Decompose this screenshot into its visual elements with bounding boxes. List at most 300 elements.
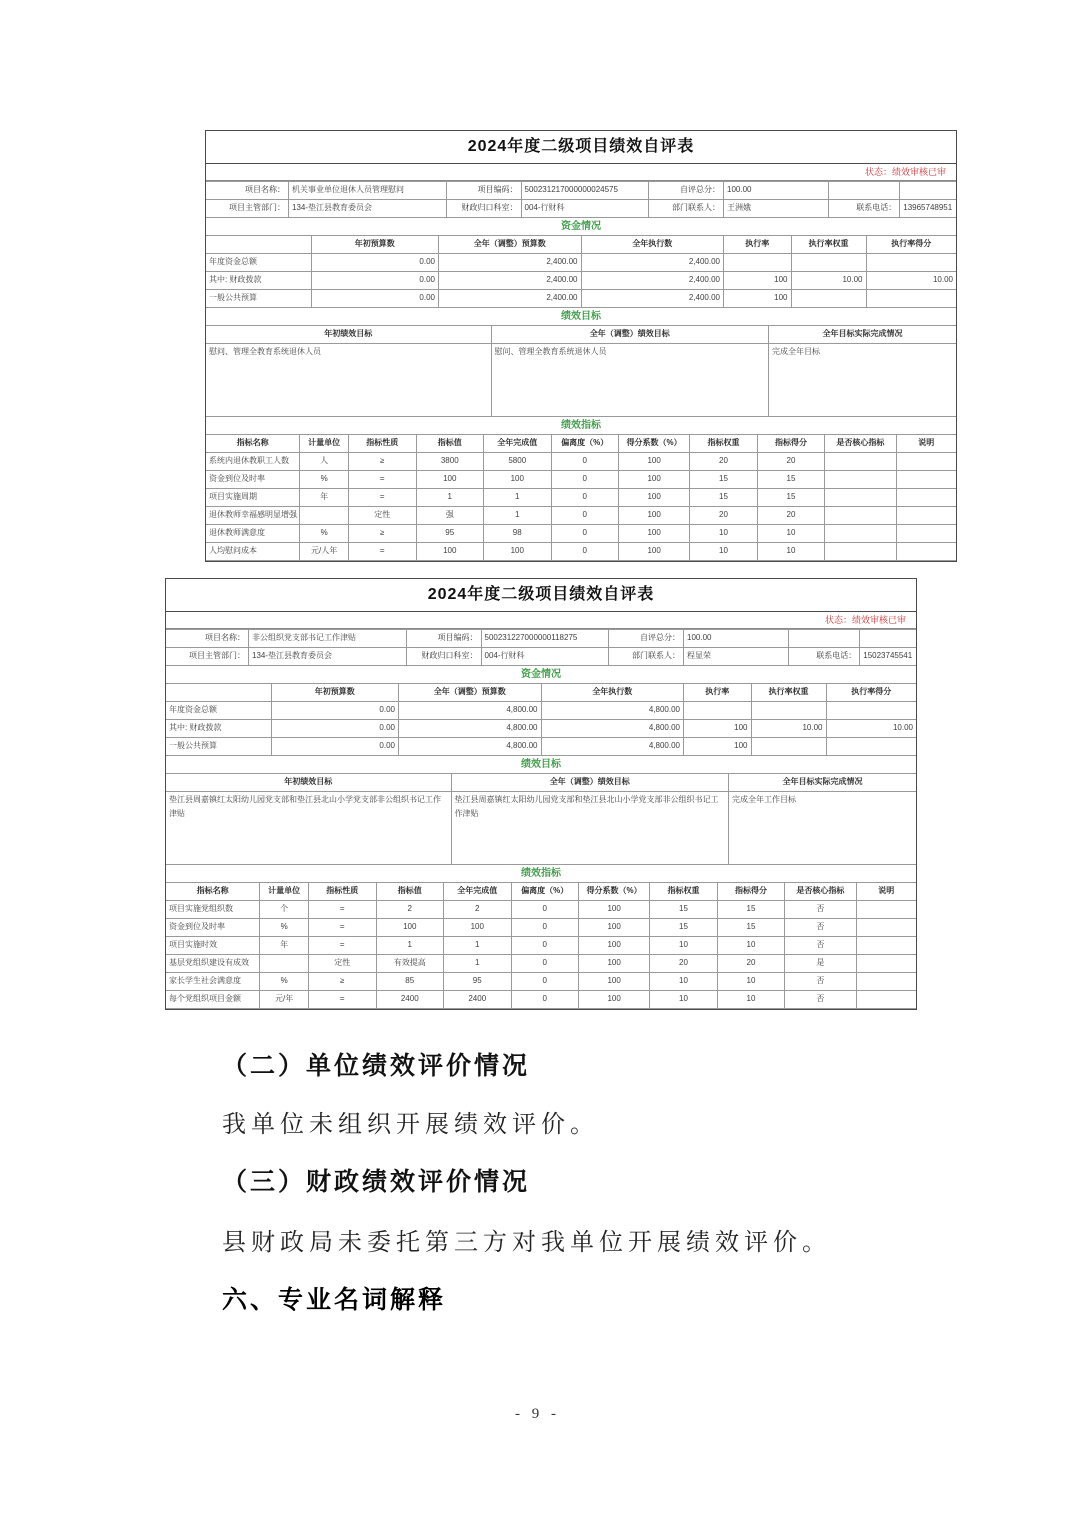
funding-header-cell: 执行率 bbox=[724, 236, 792, 254]
funding-exec-weight bbox=[751, 738, 826, 756]
office-label: 财政归口科室： bbox=[406, 648, 481, 666]
indicators-table bbox=[206, 434, 956, 561]
indicator-unit bbox=[300, 507, 349, 525]
indicator-deviation: 0 bbox=[551, 543, 619, 561]
indicators-header-cell: 指标值 bbox=[376, 883, 444, 901]
goals-header-cell: 年初绩效目标 bbox=[206, 326, 491, 344]
paragraph-fiscal-evaluation: 县财政局未委托第三方对我单位开展绩效评价。 bbox=[222, 1230, 831, 1256]
self-score-label: 自评总分： bbox=[649, 182, 724, 200]
indicator-nature: = bbox=[349, 489, 417, 507]
indicator-target: 强 bbox=[416, 507, 484, 525]
funding-executed: 2,400.00 bbox=[581, 272, 724, 290]
phone-label: 联系电话： bbox=[829, 200, 900, 218]
indicator-coefficient: 100 bbox=[619, 525, 690, 543]
indicator-nature: ≥ bbox=[309, 973, 377, 991]
funding-exec-score bbox=[866, 290, 956, 308]
funding-exec-score bbox=[826, 702, 916, 720]
goals-header-cell: 全年目标实际完成情况 bbox=[769, 326, 957, 344]
indicators-header-cell: 指标性质 bbox=[349, 435, 417, 453]
office-label: 财政归口科室： bbox=[446, 200, 521, 218]
indicators-header-cell: 指标得分 bbox=[717, 883, 785, 901]
indicators-header-cell: 指标权重 bbox=[690, 435, 758, 453]
indicator-row bbox=[166, 901, 916, 919]
funding-executed: 4,800.00 bbox=[541, 738, 684, 756]
indicator-row bbox=[206, 453, 956, 471]
section-title-indicators: 绩效指标 bbox=[561, 420, 601, 431]
indicators-header-cell: 得分系数（%） bbox=[579, 883, 650, 901]
funding-header-cell: 执行率得分 bbox=[826, 684, 916, 702]
goal-text-cell: 垫江县周嘉镇红太阳幼儿园党支部和垫江县北山小学党支部非公组织书记工作津贴 bbox=[166, 792, 451, 865]
indicator-weight: 10 bbox=[650, 937, 718, 955]
funding-exec-score: 10.00 bbox=[866, 272, 956, 290]
funding-row-label: 其中: 财政拨款 bbox=[166, 720, 271, 738]
project-info-table bbox=[206, 181, 956, 218]
indicators-header-row bbox=[166, 883, 916, 901]
indicator-score: 10 bbox=[717, 973, 785, 991]
indicator-coefficient: 100 bbox=[579, 991, 650, 1009]
indicator-name: 家长学生社会满意度 bbox=[166, 973, 260, 991]
indicator-deviation: 0 bbox=[511, 955, 579, 973]
project-name-value: 非公组织党支部书记工作津贴 bbox=[249, 630, 407, 648]
indicator-actual: 1 bbox=[484, 507, 552, 525]
indicator-note bbox=[896, 525, 956, 543]
indicator-weight: 10 bbox=[650, 991, 718, 1009]
indicator-nature: = bbox=[349, 471, 417, 489]
indicator-deviation: 0 bbox=[551, 525, 619, 543]
indicator-deviation: 0 bbox=[551, 489, 619, 507]
funding-exec-weight bbox=[791, 254, 866, 272]
indicator-name: 资金到位及时率 bbox=[166, 919, 260, 937]
indicator-deviation: 0 bbox=[511, 901, 579, 919]
indicator-unit: 人 bbox=[300, 453, 349, 471]
self-eval-table bbox=[205, 130, 957, 562]
funding-header-row bbox=[166, 684, 916, 702]
section-title-indicators: 绩效指标 bbox=[521, 868, 561, 879]
indicators-header-cell: 是否核心指标 bbox=[785, 883, 856, 901]
heading-terms-explanation: 六、专业名词解释 bbox=[222, 1286, 447, 1314]
info-row bbox=[166, 648, 916, 666]
goals-header-cell: 全年（调整）绩效目标 bbox=[451, 774, 729, 792]
goals-table bbox=[206, 325, 956, 417]
funding-row bbox=[166, 738, 916, 756]
indicator-row bbox=[166, 937, 916, 955]
indicators-header-cell: 偏离度（%） bbox=[551, 435, 619, 453]
funding-header-cell: 全年（调整）预算数 bbox=[439, 236, 582, 254]
indicators-header-cell: 说明 bbox=[896, 435, 956, 453]
indicator-score: 10 bbox=[757, 525, 825, 543]
goals-content-row bbox=[166, 792, 916, 865]
indicator-name: 项目实施时效 bbox=[166, 937, 260, 955]
funding-exec-rate bbox=[684, 702, 752, 720]
funding-executed: 4,800.00 bbox=[541, 720, 684, 738]
funding-header-cell: 全年执行数 bbox=[581, 236, 724, 254]
indicator-is-core: 否 bbox=[785, 937, 856, 955]
indicator-row bbox=[206, 543, 956, 561]
funding-executed: 4,800.00 bbox=[541, 702, 684, 720]
goal-text-cell: 完成全年目标 bbox=[769, 344, 957, 417]
indicator-weight: 15 bbox=[650, 919, 718, 937]
indicators-header-cell: 计量单位 bbox=[260, 883, 309, 901]
indicator-note bbox=[896, 507, 956, 525]
indicator-target: 2 bbox=[376, 901, 444, 919]
indicators-header-cell: 指标权重 bbox=[650, 883, 718, 901]
indicator-nature: 定性 bbox=[309, 955, 377, 973]
indicator-target: 100 bbox=[416, 471, 484, 489]
funding-adjusted-budget: 2,400.00 bbox=[439, 290, 582, 308]
indicator-name: 资金到位及时率 bbox=[206, 471, 300, 489]
indicator-target: 100 bbox=[416, 543, 484, 561]
indicator-actual: 5800 bbox=[484, 453, 552, 471]
indicator-name: 项目实施党组织数 bbox=[166, 901, 260, 919]
heading-unit-evaluation: （二）单位绩效评价情况 bbox=[222, 1053, 531, 1080]
funding-exec-rate bbox=[724, 254, 792, 272]
funding-initial-budget: 0.00 bbox=[311, 290, 439, 308]
indicator-is-core bbox=[825, 453, 896, 471]
funding-adjusted-budget: 4,800.00 bbox=[399, 720, 542, 738]
contact-value: 程显荣 bbox=[684, 648, 789, 666]
indicator-row bbox=[206, 489, 956, 507]
contact-label: 部门联系人： bbox=[649, 200, 724, 218]
goal-text-cell: 慰问、管理全教育系统退休人员 bbox=[491, 344, 769, 417]
funding-exec-weight bbox=[791, 290, 866, 308]
funding-row-label: 年度资金总额 bbox=[206, 254, 311, 272]
indicator-target: 1 bbox=[376, 937, 444, 955]
funding-header-cell bbox=[166, 684, 271, 702]
indicator-weight: 10 bbox=[650, 973, 718, 991]
indicator-actual: 100 bbox=[444, 919, 512, 937]
indicator-deviation: 0 bbox=[551, 507, 619, 525]
indicator-score: 20 bbox=[757, 453, 825, 471]
table-title: 2024年度二级项目绩效自评表 bbox=[206, 131, 956, 164]
indicator-score: 15 bbox=[757, 489, 825, 507]
project-code-value: 500231227000000118275 bbox=[481, 630, 609, 648]
indicator-weight: 15 bbox=[650, 901, 718, 919]
funding-row bbox=[166, 720, 916, 738]
indicator-row bbox=[166, 973, 916, 991]
office-value: 004-行财科 bbox=[521, 200, 649, 218]
status-text: 状态：绩效审核已审 bbox=[206, 164, 956, 181]
indicator-deviation: 0 bbox=[551, 471, 619, 489]
funding-header-row bbox=[206, 236, 956, 254]
indicator-score: 10 bbox=[717, 991, 785, 1009]
funding-row-label: 其中: 财政拨款 bbox=[206, 272, 311, 290]
indicators-header-row bbox=[206, 435, 956, 453]
indicator-target: 3800 bbox=[416, 453, 484, 471]
funding-adjusted-budget: 2,400.00 bbox=[439, 254, 582, 272]
indicators-header-cell: 说明 bbox=[856, 883, 916, 901]
funding-header-cell: 执行率 bbox=[684, 684, 752, 702]
empty-cell bbox=[829, 182, 900, 200]
project-name-value: 机关事业单位退休人员管理慰问 bbox=[289, 182, 447, 200]
indicator-note bbox=[856, 937, 916, 955]
indicator-note bbox=[856, 901, 916, 919]
goals-header-cell: 年初绩效目标 bbox=[166, 774, 451, 792]
indicator-score: 15 bbox=[717, 919, 785, 937]
indicators-header-cell: 指标值 bbox=[416, 435, 484, 453]
funding-exec-weight: 10.00 bbox=[791, 272, 866, 290]
phone-label: 联系电话： bbox=[789, 648, 860, 666]
contact-value: 王洲娥 bbox=[724, 200, 829, 218]
indicator-deviation: 0 bbox=[511, 937, 579, 955]
indicator-nature: ≥ bbox=[349, 453, 417, 471]
indicator-actual: 2 bbox=[444, 901, 512, 919]
phone-value: 15023745541 bbox=[860, 648, 916, 666]
empty-cell bbox=[860, 630, 916, 648]
goal-text-cell: 完成全年工作目标 bbox=[729, 792, 917, 865]
funding-adjusted-budget: 2,400.00 bbox=[439, 272, 582, 290]
indicator-coefficient: 100 bbox=[619, 543, 690, 561]
indicators-header-cell: 得分系数（%） bbox=[619, 435, 690, 453]
indicator-weight: 10 bbox=[690, 543, 758, 561]
dept-label: 项目主管部门： bbox=[206, 200, 289, 218]
indicator-nature: = bbox=[309, 991, 377, 1009]
goals-header-row bbox=[166, 774, 916, 792]
indicator-is-core: 否 bbox=[785, 991, 856, 1009]
indicator-nature: = bbox=[309, 937, 377, 955]
page-number: - 9 - bbox=[515, 1406, 560, 1422]
self-eval-table bbox=[165, 578, 917, 1010]
funding-row bbox=[206, 290, 956, 308]
indicator-note bbox=[896, 453, 956, 471]
indicator-is-core bbox=[825, 525, 896, 543]
funding-initial-budget: 0.00 bbox=[271, 720, 399, 738]
indicator-actual: 2400 bbox=[444, 991, 512, 1009]
office-value: 004-行财科 bbox=[481, 648, 609, 666]
empty-cell bbox=[900, 182, 956, 200]
project-code-label: 项目编码： bbox=[446, 182, 521, 200]
contact-label: 部门联系人： bbox=[609, 648, 684, 666]
funding-header-cell: 执行率得分 bbox=[866, 236, 956, 254]
self-score-label: 自评总分： bbox=[609, 630, 684, 648]
indicator-coefficient: 100 bbox=[579, 973, 650, 991]
indicator-coefficient: 100 bbox=[619, 453, 690, 471]
indicator-name: 退休教师满意度 bbox=[206, 525, 300, 543]
project-code-value: 500231217000000024575 bbox=[521, 182, 649, 200]
funding-row-label: 一般公共预算 bbox=[166, 738, 271, 756]
indicators-header-cell: 是否核心指标 bbox=[825, 435, 896, 453]
funding-table bbox=[166, 683, 916, 756]
funding-initial-budget: 0.00 bbox=[271, 738, 399, 756]
indicators-header-cell: 全年完成值 bbox=[444, 883, 512, 901]
indicator-unit: 个 bbox=[260, 901, 309, 919]
indicator-actual: 1 bbox=[444, 937, 512, 955]
indicator-target: 有效提高 bbox=[376, 955, 444, 973]
funding-initial-budget: 0.00 bbox=[311, 272, 439, 290]
indicator-actual: 1 bbox=[444, 955, 512, 973]
project-info-table bbox=[166, 629, 916, 666]
indicator-note bbox=[856, 919, 916, 937]
section-title-funding: 资金情况 bbox=[561, 221, 601, 232]
indicator-name: 退休教师幸福感明显增强 bbox=[206, 507, 300, 525]
funding-header-cell: 年初预算数 bbox=[271, 684, 399, 702]
indicator-note bbox=[896, 471, 956, 489]
indicator-deviation: 0 bbox=[551, 453, 619, 471]
indicator-name: 人均慰问成本 bbox=[206, 543, 300, 561]
indicator-coefficient: 100 bbox=[579, 919, 650, 937]
indicator-deviation: 0 bbox=[511, 919, 579, 937]
indicator-coefficient: 100 bbox=[619, 507, 690, 525]
goals-header-cell: 全年目标实际完成情况 bbox=[729, 774, 917, 792]
indicator-actual: 98 bbox=[484, 525, 552, 543]
indicator-name: 系统内退休教职工人数 bbox=[206, 453, 300, 471]
funding-row-label: 年度资金总额 bbox=[166, 702, 271, 720]
indicator-is-core bbox=[825, 489, 896, 507]
funding-exec-rate: 100 bbox=[684, 738, 752, 756]
indicator-unit: % bbox=[300, 471, 349, 489]
funding-adjusted-budget: 4,800.00 bbox=[399, 702, 542, 720]
indicator-is-core: 否 bbox=[785, 901, 856, 919]
indicator-actual: 95 bbox=[444, 973, 512, 991]
indicator-weight: 20 bbox=[690, 453, 758, 471]
section-title-funding: 资金情况 bbox=[521, 669, 561, 680]
funding-header-cell: 全年执行数 bbox=[541, 684, 684, 702]
self-score-value: 100.00 bbox=[724, 182, 829, 200]
funding-adjusted-budget: 4,800.00 bbox=[399, 738, 542, 756]
indicator-nature: = bbox=[349, 543, 417, 561]
indicators-header-cell: 计量单位 bbox=[300, 435, 349, 453]
funding-exec-rate: 100 bbox=[684, 720, 752, 738]
info-row bbox=[206, 200, 956, 218]
paragraph-unit-evaluation: 我单位未组织开展绩效评价。 bbox=[222, 1112, 599, 1138]
info-row bbox=[166, 630, 916, 648]
indicator-weight: 10 bbox=[690, 525, 758, 543]
indicators-header-cell: 指标名称 bbox=[206, 435, 300, 453]
indicator-note bbox=[896, 543, 956, 561]
indicator-is-core bbox=[825, 507, 896, 525]
indicator-is-core bbox=[825, 471, 896, 489]
indicator-is-core: 是 bbox=[785, 955, 856, 973]
indicator-target: 100 bbox=[376, 919, 444, 937]
indicator-weight: 20 bbox=[690, 507, 758, 525]
funding-header-cell: 年初预算数 bbox=[311, 236, 439, 254]
indicator-nature: ≥ bbox=[349, 525, 417, 543]
indicator-score: 15 bbox=[757, 471, 825, 489]
indicator-nature: = bbox=[309, 919, 377, 937]
funding-exec-weight: 10.00 bbox=[751, 720, 826, 738]
indicator-row bbox=[166, 919, 916, 937]
indicator-note bbox=[856, 991, 916, 1009]
indicator-unit: 年 bbox=[300, 489, 349, 507]
indicator-actual: 100 bbox=[484, 543, 552, 561]
indicator-score: 10 bbox=[757, 543, 825, 561]
funding-row bbox=[206, 254, 956, 272]
indicator-weight: 20 bbox=[650, 955, 718, 973]
indicator-coefficient: 100 bbox=[579, 937, 650, 955]
indicator-weight: 15 bbox=[690, 471, 758, 489]
heading-fiscal-evaluation: （三）财政绩效评价情况 bbox=[222, 1169, 531, 1196]
funding-table bbox=[206, 235, 956, 308]
funding-row bbox=[166, 702, 916, 720]
project-code-label: 项目编码： bbox=[406, 630, 481, 648]
funding-executed: 2,400.00 bbox=[581, 290, 724, 308]
indicator-weight: 15 bbox=[690, 489, 758, 507]
indicator-note bbox=[856, 955, 916, 973]
section-title-goals: 绩效目标 bbox=[521, 759, 561, 770]
indicator-is-core: 否 bbox=[785, 973, 856, 991]
indicators-header-cell: 全年完成值 bbox=[484, 435, 552, 453]
dept-label: 项目主管部门： bbox=[166, 648, 249, 666]
indicator-score: 20 bbox=[717, 955, 785, 973]
indicator-is-core bbox=[825, 543, 896, 561]
goals-content-row bbox=[206, 344, 956, 417]
empty-cell bbox=[789, 630, 860, 648]
indicator-nature: = bbox=[309, 901, 377, 919]
indicator-actual: 1 bbox=[484, 489, 552, 507]
indicator-row bbox=[206, 471, 956, 489]
indicator-row bbox=[206, 525, 956, 543]
funding-initial-budget: 0.00 bbox=[311, 254, 439, 272]
indicators-header-cell: 偏离度（%） bbox=[511, 883, 579, 901]
indicator-score: 15 bbox=[717, 901, 785, 919]
indicator-nature: 定性 bbox=[349, 507, 417, 525]
indicator-coefficient: 100 bbox=[619, 489, 690, 507]
indicator-unit: % bbox=[260, 973, 309, 991]
funding-exec-rate: 100 bbox=[724, 290, 792, 308]
indicator-note bbox=[896, 489, 956, 507]
funding-row-label: 一般公共预算 bbox=[206, 290, 311, 308]
funding-header-cell: 执行率权重 bbox=[791, 236, 866, 254]
funding-exec-rate: 100 bbox=[724, 272, 792, 290]
indicator-deviation: 0 bbox=[511, 973, 579, 991]
funding-exec-score: 10.00 bbox=[826, 720, 916, 738]
indicator-is-core: 否 bbox=[785, 919, 856, 937]
goals-table bbox=[166, 773, 916, 865]
goals-header-row bbox=[206, 326, 956, 344]
funding-executed: 2,400.00 bbox=[581, 254, 724, 272]
indicator-score: 20 bbox=[757, 507, 825, 525]
indicator-coefficient: 100 bbox=[579, 901, 650, 919]
info-row bbox=[206, 182, 956, 200]
indicator-unit: 元/年 bbox=[260, 991, 309, 1009]
funding-exec-score bbox=[866, 254, 956, 272]
status-text: 状态：绩效审核已审 bbox=[166, 612, 916, 629]
indicator-score: 10 bbox=[717, 937, 785, 955]
indicator-coefficient: 100 bbox=[579, 955, 650, 973]
indicator-target: 2400 bbox=[376, 991, 444, 1009]
funding-header-cell bbox=[206, 236, 311, 254]
goals-header-cell: 全年（调整）绩效目标 bbox=[491, 326, 769, 344]
indicator-unit: 年 bbox=[260, 937, 309, 955]
self-score-value: 100.00 bbox=[684, 630, 789, 648]
funding-exec-score bbox=[826, 738, 916, 756]
indicator-unit bbox=[260, 955, 309, 973]
indicators-table bbox=[166, 882, 916, 1009]
indicator-deviation: 0 bbox=[511, 991, 579, 1009]
indicator-target: 1 bbox=[416, 489, 484, 507]
indicator-target: 95 bbox=[416, 525, 484, 543]
dept-value: 134-垫江县教育委员会 bbox=[289, 200, 447, 218]
indicator-unit: % bbox=[300, 525, 349, 543]
indicator-row bbox=[206, 507, 956, 525]
project-name-label: 项目名称： bbox=[166, 630, 249, 648]
indicator-unit: 元/人年 bbox=[300, 543, 349, 561]
funding-row bbox=[206, 272, 956, 290]
funding-header-cell: 全年（调整）预算数 bbox=[399, 684, 542, 702]
funding-initial-budget: 0.00 bbox=[271, 702, 399, 720]
indicator-row bbox=[166, 991, 916, 1009]
phone-value: 13965748951 bbox=[900, 200, 956, 218]
indicator-unit: % bbox=[260, 919, 309, 937]
indicator-name: 基层党组织建设有成效 bbox=[166, 955, 260, 973]
goal-text-cell: 垫江县周嘉镇红太阳幼儿园党支部和垫江县北山小学党支部非公组织书记工作津贴 bbox=[451, 792, 729, 865]
indicator-actual: 100 bbox=[484, 471, 552, 489]
table-title: 2024年度二级项目绩效自评表 bbox=[166, 579, 916, 612]
indicators-header-cell: 指标名称 bbox=[166, 883, 260, 901]
goal-text-cell: 慰问、管理全教育系统退休人员 bbox=[206, 344, 491, 417]
section-title-goals: 绩效目标 bbox=[561, 311, 601, 322]
indicator-name: 每个党组织项目金额 bbox=[166, 991, 260, 1009]
project-name-label: 项目名称： bbox=[206, 182, 289, 200]
